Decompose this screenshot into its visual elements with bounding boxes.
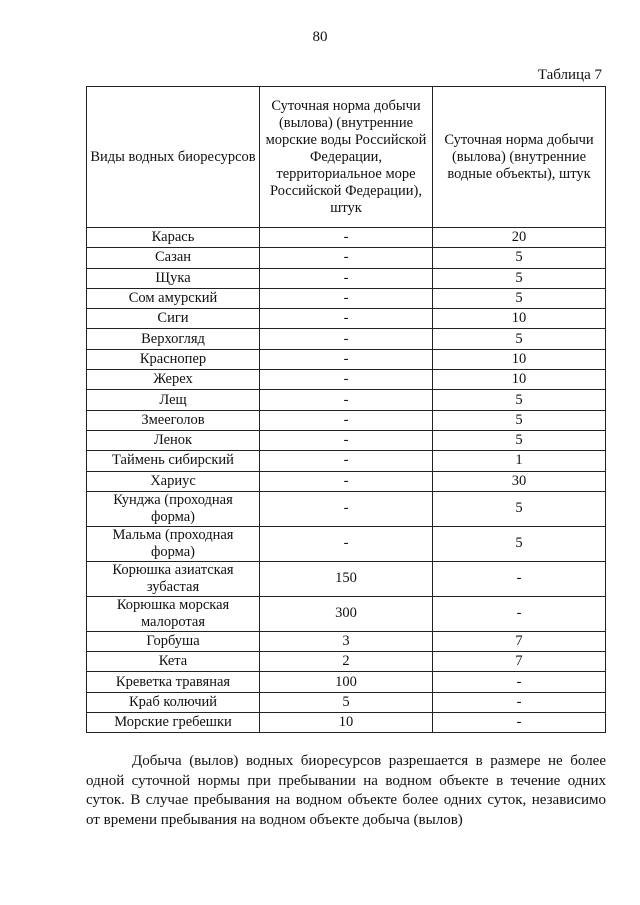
cell-species: Змееголов	[87, 410, 260, 430]
cell-sea-norm: -	[260, 471, 433, 491]
cell-inland-norm: 5	[433, 526, 606, 561]
paragraph-text: Добыча (вылов) водных биоресурсов разрешается в размере не более одной суточной нормы при пребывании на водном объекте в течение одних суток. В случае пребывания на водном объекте более одних суток, независимо от времени пребывания на водном объекте добыча (вылов)	[86, 753, 606, 828]
table-row	[87, 390, 606, 410]
table-row	[87, 692, 606, 712]
cell-inland-norm: 5	[433, 329, 606, 349]
cell-species: Сазан	[87, 248, 260, 268]
cell-species: Карась	[87, 228, 260, 248]
header-species: Виды водных биоресурсов	[87, 87, 260, 228]
cell-species: Сом амурский	[87, 288, 260, 308]
cell-sea-norm: -	[260, 268, 433, 288]
cell-inland-norm: 7	[433, 652, 606, 672]
table-row	[87, 526, 606, 561]
cell-sea-norm: 100	[260, 672, 433, 692]
body-paragraph	[86, 752, 606, 830]
cell-species: Верхогляд	[87, 329, 260, 349]
cell-sea-norm: 10	[260, 713, 433, 733]
cell-species: Креветка травяная	[87, 672, 260, 692]
cell-sea-norm: -	[260, 329, 433, 349]
cell-inland-norm: 10	[433, 309, 606, 329]
cell-species: Хариус	[87, 471, 260, 491]
cell-species: Щука	[87, 268, 260, 288]
cell-inland-norm: 5	[433, 248, 606, 268]
table-row	[87, 430, 606, 450]
cell-inland-norm: 5	[433, 491, 606, 526]
table-caption: Таблица 7	[537, 67, 602, 83]
table-row	[87, 713, 606, 733]
cell-sea-norm: -	[260, 349, 433, 369]
table-row	[87, 471, 606, 491]
cell-species: Сиги	[87, 309, 260, 329]
cell-sea-norm: -	[260, 451, 433, 471]
header-inland-norm: Суточная норма добычи (вылова) (внутренние водные объекты), штук	[433, 87, 606, 228]
cell-sea-norm: -	[260, 526, 433, 561]
cell-inland-norm: 5	[433, 268, 606, 288]
cell-inland-norm: 20	[433, 228, 606, 248]
table-row	[87, 631, 606, 651]
table-row	[87, 228, 606, 248]
cell-inland-norm: -	[433, 713, 606, 733]
cell-sea-norm: -	[260, 430, 433, 450]
table-row	[87, 451, 606, 471]
table-row	[87, 248, 606, 268]
cell-inland-norm: 7	[433, 631, 606, 651]
table-row	[87, 288, 606, 308]
cell-sea-norm: -	[260, 288, 433, 308]
cell-inland-norm: 5	[433, 288, 606, 308]
cell-species: Лещ	[87, 390, 260, 410]
cell-sea-norm: 5	[260, 692, 433, 712]
cell-inland-norm: -	[433, 561, 606, 596]
cell-sea-norm: 2	[260, 652, 433, 672]
table-body	[87, 228, 606, 733]
cell-species: Ленок	[87, 430, 260, 450]
cell-inland-norm: 10	[433, 349, 606, 369]
cell-species: Жерех	[87, 370, 260, 390]
cell-inland-norm: -	[433, 692, 606, 712]
cell-sea-norm: -	[260, 228, 433, 248]
cell-sea-norm: -	[260, 390, 433, 410]
cell-species: Краб колючий	[87, 692, 260, 712]
cell-species: Корюшка азиатская зубастая	[87, 561, 260, 596]
cell-inland-norm: 5	[433, 390, 606, 410]
table-row	[87, 652, 606, 672]
cell-inland-norm: 30	[433, 471, 606, 491]
cell-inland-norm: 10	[433, 370, 606, 390]
cell-sea-norm: -	[260, 491, 433, 526]
cell-sea-norm: 150	[260, 561, 433, 596]
cell-species: Кунджа (проходная форма)	[87, 491, 260, 526]
cell-species: Мальма (проходная форма)	[87, 526, 260, 561]
cell-sea-norm: 3	[260, 631, 433, 651]
cell-species: Морские гребешки	[87, 713, 260, 733]
table-row	[87, 410, 606, 430]
page-number: 80	[312, 29, 328, 45]
cell-sea-norm: -	[260, 370, 433, 390]
table-row	[87, 349, 606, 369]
cell-inland-norm: 5	[433, 410, 606, 430]
cell-inland-norm: 1	[433, 451, 606, 471]
catch-norms-table	[86, 86, 606, 733]
cell-inland-norm: -	[433, 596, 606, 631]
cell-sea-norm: 300	[260, 596, 433, 631]
table-row	[87, 268, 606, 288]
cell-species: Горбуша	[87, 631, 260, 651]
cell-sea-norm: -	[260, 248, 433, 268]
cell-species: Краснопер	[87, 349, 260, 369]
table-row	[87, 329, 606, 349]
table-row	[87, 561, 606, 596]
cell-species: Корюшка морская малоротая	[87, 596, 260, 631]
table-row	[87, 370, 606, 390]
table-row	[87, 491, 606, 526]
table-row	[87, 309, 606, 329]
cell-inland-norm: -	[433, 672, 606, 692]
cell-species: Таймень сибирский	[87, 451, 260, 471]
cell-sea-norm: -	[260, 410, 433, 430]
header-sea-norm: Суточная норма добычи (вылова) (внутренние морские воды Российской Федерации, территориальное море Российской Федерации), штук	[260, 87, 433, 228]
cell-species: Кета	[87, 652, 260, 672]
cell-inland-norm: 5	[433, 430, 606, 450]
cell-sea-norm: -	[260, 309, 433, 329]
table-header-row	[87, 87, 606, 228]
table-row	[87, 596, 606, 631]
table-row	[87, 672, 606, 692]
